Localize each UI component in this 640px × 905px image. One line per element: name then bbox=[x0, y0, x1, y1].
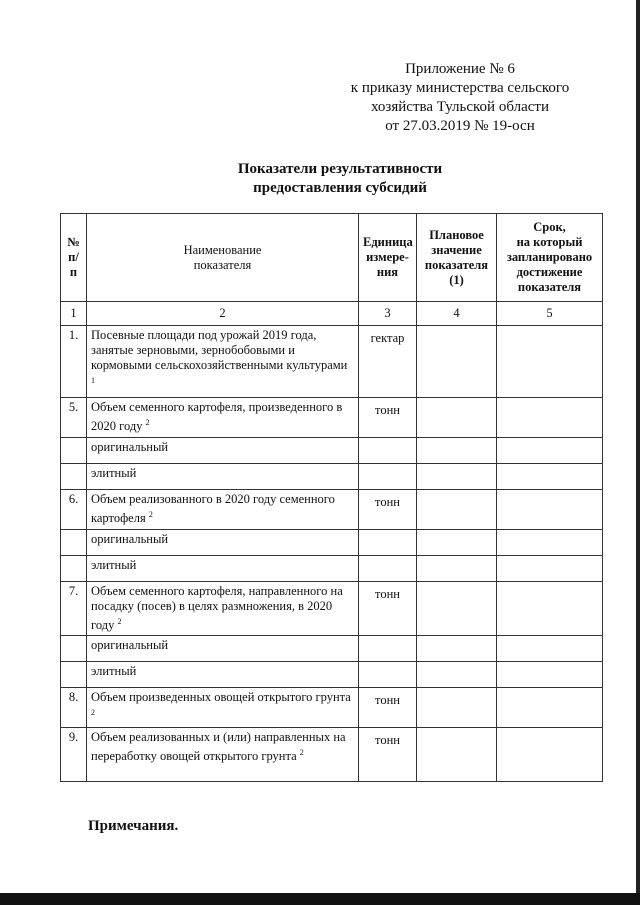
row-number: 6. bbox=[61, 490, 87, 530]
row-unit: тонн bbox=[359, 398, 417, 438]
row-plan-value bbox=[417, 636, 497, 662]
footnote-marker: 2 bbox=[91, 708, 95, 718]
title-line-2: предоставления субсидий bbox=[253, 180, 427, 196]
row-number bbox=[61, 530, 87, 556]
document-title bbox=[0, 160, 640, 198]
row-plan-value bbox=[417, 398, 497, 438]
row-number: 5. bbox=[61, 398, 87, 438]
appendix-line-1: Приложение № 6 bbox=[405, 61, 515, 77]
col-number-3: 3 bbox=[359, 302, 417, 326]
col-number-5: 5 bbox=[497, 302, 603, 326]
appendix-line-4: от 27.03.2019 № 19-осн bbox=[385, 118, 535, 134]
row-unit bbox=[359, 636, 417, 662]
row-plan-value bbox=[417, 464, 497, 490]
row-term bbox=[497, 438, 603, 464]
row-unit bbox=[359, 530, 417, 556]
table-row bbox=[61, 530, 603, 556]
row-number bbox=[61, 662, 87, 688]
col-number-1: 1 bbox=[61, 302, 87, 326]
table-row bbox=[61, 582, 603, 636]
footnote-marker: 2 bbox=[299, 748, 304, 758]
indicator-name-text: Объем реализованного в 2020 году семенного картофеля bbox=[91, 492, 335, 526]
row-indicator-name bbox=[87, 636, 359, 662]
indicators-table bbox=[60, 213, 603, 782]
row-plan-value bbox=[417, 490, 497, 530]
row-term bbox=[497, 490, 603, 530]
row-unit bbox=[359, 556, 417, 582]
footnote-marker: 2 bbox=[145, 418, 150, 427]
table-row bbox=[61, 464, 603, 490]
indicator-name-text: элитный bbox=[91, 558, 137, 572]
table-row bbox=[61, 326, 603, 398]
footnote-marker: 1 bbox=[91, 376, 95, 385]
row-number bbox=[61, 464, 87, 490]
table-row bbox=[61, 490, 603, 530]
row-number bbox=[61, 556, 87, 582]
row-term bbox=[497, 530, 603, 556]
header-name: Наименование показателя bbox=[87, 214, 359, 302]
row-number: 9. bbox=[61, 728, 87, 782]
row-unit bbox=[359, 662, 417, 688]
scan-edge-bottom bbox=[0, 893, 640, 905]
indicator-name-text: оригинальный bbox=[91, 638, 169, 653]
row-indicator-name bbox=[87, 326, 359, 398]
notes-label: Примечания. bbox=[88, 818, 179, 834]
table-header-row bbox=[61, 214, 603, 302]
column-number-row bbox=[61, 302, 603, 326]
indicator-name-text: оригинальный bbox=[91, 440, 169, 454]
table-row bbox=[61, 438, 603, 464]
row-plan-value bbox=[417, 582, 497, 636]
col-number-2: 2 bbox=[87, 302, 359, 326]
row-number: 7. bbox=[61, 582, 87, 636]
row-indicator-name bbox=[87, 398, 359, 438]
row-term bbox=[497, 464, 603, 490]
row-term bbox=[497, 326, 603, 398]
row-indicator-name bbox=[87, 530, 359, 556]
row-number bbox=[61, 438, 87, 464]
row-plan-value bbox=[417, 688, 497, 728]
row-term bbox=[497, 398, 603, 438]
table-row bbox=[61, 728, 603, 782]
appendix-header bbox=[340, 60, 580, 136]
indicator-name-text: элитный bbox=[91, 466, 137, 480]
table-row bbox=[61, 398, 603, 438]
row-indicator-name bbox=[87, 662, 359, 688]
row-plan-value bbox=[417, 662, 497, 688]
header-term: Срок, на который запланировано достижение показателя bbox=[497, 214, 603, 302]
row-indicator-name bbox=[87, 438, 359, 464]
indicator-name-text: Объем произведенных овощей открытого грунта bbox=[91, 690, 351, 705]
table-row bbox=[61, 556, 603, 582]
row-number: 8. bbox=[61, 688, 87, 728]
row-indicator-name bbox=[87, 728, 359, 782]
row-plan-value bbox=[417, 728, 497, 782]
row-unit bbox=[359, 438, 417, 464]
appendix-line-2: к приказу министерства сельского bbox=[350, 80, 570, 96]
title-line-1: Показатели результативности bbox=[237, 161, 443, 177]
row-unit: тонн bbox=[359, 728, 417, 782]
row-unit: тонн bbox=[359, 490, 417, 530]
appendix-line-3: хозяйства Тульской области bbox=[371, 99, 549, 115]
row-unit bbox=[359, 464, 417, 490]
header-plan: Плановое значение показателя (1) bbox=[417, 214, 497, 302]
row-term bbox=[497, 582, 603, 636]
footnote-marker: 2 bbox=[148, 510, 153, 519]
indicator-name-text: элитный bbox=[91, 664, 137, 679]
row-term bbox=[497, 728, 603, 782]
row-plan-value bbox=[417, 326, 497, 398]
row-term bbox=[497, 556, 603, 582]
indicator-name-text: оригинальный bbox=[91, 532, 169, 546]
indicator-name-text: Посевные площади под урожай 2019 года, занятые зерновыми, зернобобовыми и кормовыми сельскохозяйственными культурами bbox=[91, 328, 348, 372]
table-row bbox=[61, 662, 603, 688]
row-term bbox=[497, 636, 603, 662]
row-indicator-name bbox=[87, 556, 359, 582]
row-number: 1. bbox=[61, 326, 87, 398]
footnote-marker: 2 bbox=[117, 617, 122, 626]
row-unit: тонн bbox=[359, 582, 417, 636]
indicator-name-text: Объем семенного картофеля, произведенного в 2020 году bbox=[91, 400, 343, 434]
row-plan-value bbox=[417, 438, 497, 464]
row-unit: тонн bbox=[359, 688, 417, 728]
table-row bbox=[61, 636, 603, 662]
row-plan-value bbox=[417, 556, 497, 582]
row-indicator-name bbox=[87, 464, 359, 490]
row-plan-value bbox=[417, 530, 497, 556]
header-unit: Единица измере- ния bbox=[359, 214, 417, 302]
col-number-4: 4 bbox=[417, 302, 497, 326]
indicator-name-text: Объем реализованных и (или) направленных на переработку овощей открытого грунта bbox=[91, 730, 346, 764]
row-unit: гектар bbox=[359, 326, 417, 398]
row-term bbox=[497, 688, 603, 728]
header-num: № п/п bbox=[61, 214, 87, 302]
row-indicator-name bbox=[87, 688, 359, 728]
row-term bbox=[497, 662, 603, 688]
scan-edge-right bbox=[636, 0, 640, 893]
row-indicator-name bbox=[87, 490, 359, 530]
indicator-name-text: Объем семенного картофеля, направленного на посадку (посев) в целях размножения, в 2020 году bbox=[91, 584, 343, 633]
row-indicator-name bbox=[87, 582, 359, 636]
table-row bbox=[61, 688, 603, 728]
row-number bbox=[61, 636, 87, 662]
